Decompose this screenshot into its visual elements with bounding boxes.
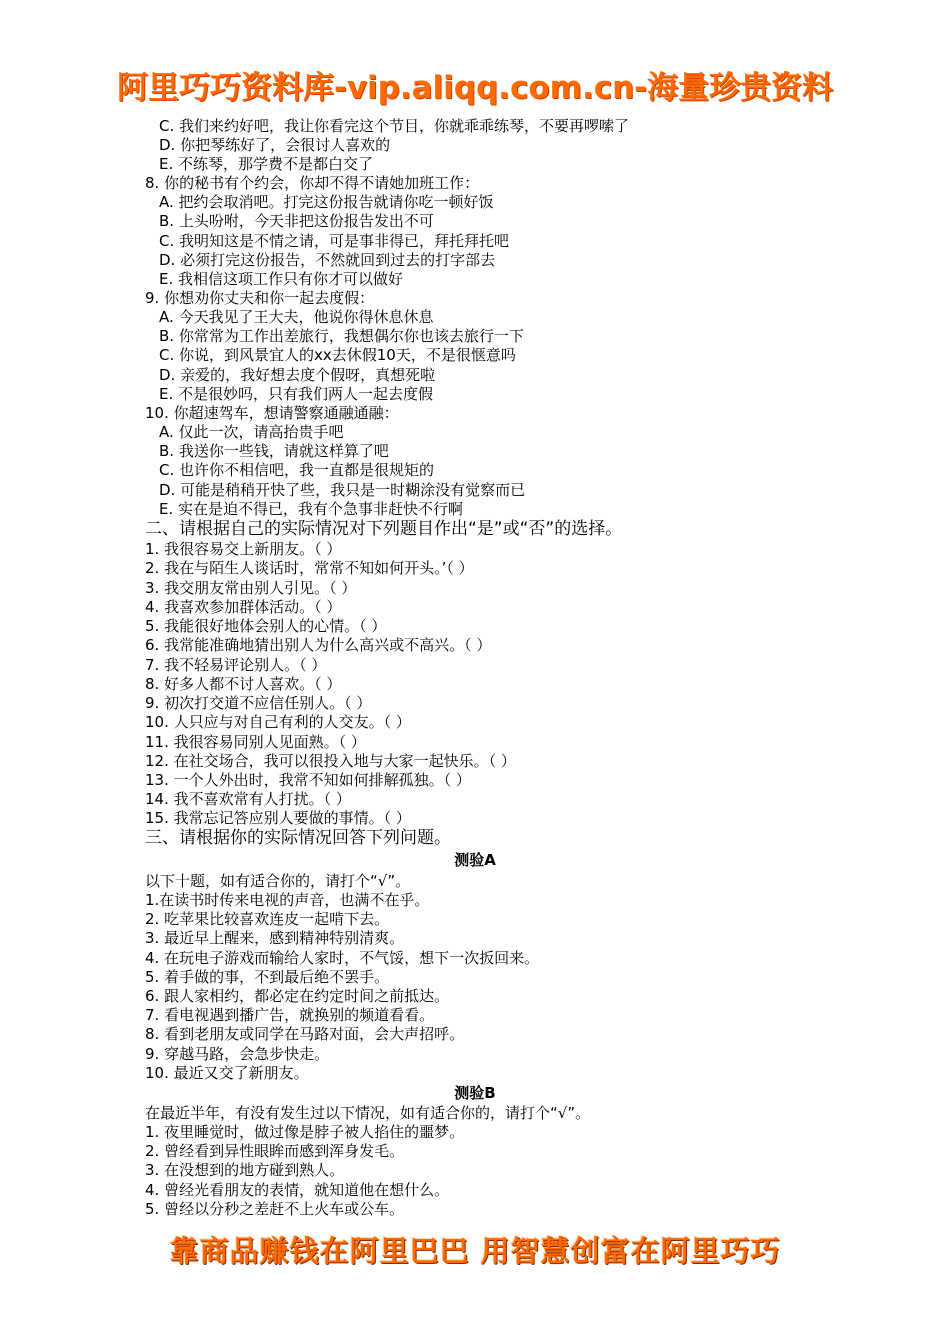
instruction-line: 以下十题，如有适合你的，请打个“√”。 [145, 872, 411, 890]
option-line: A. 仅此一次，请高抬贵手吧 [159, 423, 344, 441]
option-line: E. 我相信这项工作只有你才可以做好 [159, 270, 404, 288]
question-line: 6. 跟人家相约，都必定在约定时间之前抵达。 [145, 987, 450, 1005]
question-line: 3. 最近早上醒来，感到精神特别清爽。 [145, 929, 405, 947]
option-line: C. 我们来约好吧，我让你看完这个节目，你就乖乖练琴，不要再啰嗦了 [159, 117, 630, 135]
section-heading: 三、请根据你的实际情况回答下列问题。 [145, 828, 451, 848]
question-line: 10. 你超速驾车，想请警察通融通融： [145, 404, 399, 422]
question-line: 9. 你想劝你丈夫和你一起去度假： [145, 289, 375, 307]
option-line: A. 把约会取消吧。打完这份报告就请你吃一顿好饭 [159, 193, 494, 211]
question-line: 11. 我很容易同别人见面熟。（ ） [145, 733, 366, 751]
question-line: 5. 曾经以分秒之差赶不上火车或公车。 [145, 1200, 405, 1218]
option-line: E. 实在是迫不得已，我有个急事非赶快不行啊 [159, 500, 464, 518]
test-title: 测验A [454, 851, 496, 869]
question-line: 4. 我喜欢参加群体活动。（ ） [145, 598, 342, 616]
footer-banner: 靠商品赚钱在阿里巴巴 用智慧创富在阿里巧巧 [169, 1234, 781, 1268]
option-line: C. 也许你不相信吧，我一直都是很规矩的 [159, 461, 435, 479]
test-title: 测验B [454, 1084, 496, 1102]
question-line: 3. 在没想到的地方碰到熟人。 [145, 1161, 345, 1179]
question-line: 1.在读书时传来电视的声音，也满不在乎。 [145, 891, 430, 909]
option-line: E. 不练琴，那学费不是都白交了 [159, 155, 374, 173]
question-line: 14. 我不喜欢常有人打扰。（ ） [145, 790, 351, 808]
question-line: 5. 着手做的事，不到最后绝不罢手。 [145, 968, 390, 986]
option-line: C. 我明知这是不情之请，可是事非得已，拜托拜托吧 [159, 232, 510, 250]
question-line: 1. 夜里睡觉时，做过像是脖子被人掐住的噩梦。 [145, 1123, 465, 1141]
question-line: 1. 我很容易交上新朋友。（ ） [145, 540, 342, 558]
question-line: 10. 最近又交了新朋友。 [145, 1064, 309, 1082]
section-heading: 二、请根据自己的实际情况对下列题目作出“是”或“否”的选择。 [145, 519, 623, 539]
option-line: E. 不是很妙吗，只有我们两人一起去度假 [159, 385, 434, 403]
question-line: 8. 你的秘书有个约会，你却不得不请她加班工作： [145, 174, 480, 192]
question-line: 8. 好多人都不讨人喜欢。（ ） [145, 675, 342, 693]
question-line: 15. 我常忘记答应别人要做的事情。（ ） [145, 809, 411, 827]
question-line: 7. 看电视遇到播广告，就换别的频道看看。 [145, 1006, 435, 1024]
question-line: 8. 看到老朋友或同学在马路对面，会大声招呼。 [145, 1025, 465, 1043]
question-line: 5. 我能很好地体会别人的心情。（ ） [145, 617, 387, 635]
instruction-line: 在最近半年，有没有发生过以下情况，如有适合你的，请打个“√”。 [145, 1104, 591, 1122]
question-line: 9. 穿越马路，会急步快走。 [145, 1045, 330, 1063]
option-line: D. 你把琴练好了，会很讨人喜欢的 [159, 136, 391, 154]
question-line: 4. 在玩电子游戏而输给人家时，不气馁，想下一次扳回来。 [145, 949, 540, 967]
question-line: 3. 我交朋友常由别人引见。（ ） [145, 579, 357, 597]
question-line: 6. 我常能准确地猜出别人为什么高兴或不高兴。（ ） [145, 636, 492, 654]
option-line: C. 你说，到风景宜人的xx去休假10天，不是很惬意吗 [159, 346, 516, 364]
question-line: 12. 在社交场合，我可以很投入地与大家一起快乐。（ ） [145, 752, 516, 770]
option-line: B. 你常常为工作出差旅行，我想偶尔你也该去旅行一下 [159, 327, 524, 345]
option-line: A. 今天我见了王大夫，他说你得休息休息 [159, 308, 434, 326]
question-line: 7. 我不轻易评论别人。（ ） [145, 656, 327, 674]
question-line: 2. 吃苹果比较喜欢连皮一起啃下去。 [145, 910, 390, 928]
question-line: 2. 我在与陌生人谈话时，常常不知如何开头。’（ ） [145, 559, 474, 577]
option-line: B. 上头吩咐，今天非把这份报告发出不可 [159, 212, 434, 230]
question-line: 9. 初次打交道不应信任别人。（ ） [145, 694, 372, 712]
option-line: D. 必须打完这份报告，不然就回到过去的打字部去 [159, 251, 496, 269]
question-line: 2. 曾经看到异性眼眸而感到浑身发毛。 [145, 1142, 405, 1160]
header-banner: 阿里巧巧资料库-vip.aliqq.com.cn-海量珍贵资料 [116, 70, 834, 106]
question-line: 4. 曾经光看朋友的表情，就知道他在想什么。 [145, 1181, 450, 1199]
question-line: 13. 一个人外出时，我常不知如何排解孤独。（ ） [145, 771, 471, 789]
question-line: 10. 人只应与对自己有利的人交友。（ ） [145, 713, 411, 731]
option-line: D. 可能是稍稍开快了些，我只是一时糊涂没有觉察而已 [159, 481, 526, 499]
option-line: B. 我送你一些钱，请就这样算了吧 [159, 442, 389, 460]
option-line: D. 亲爱的，我好想去度个假呀，真想死啦 [159, 366, 436, 384]
